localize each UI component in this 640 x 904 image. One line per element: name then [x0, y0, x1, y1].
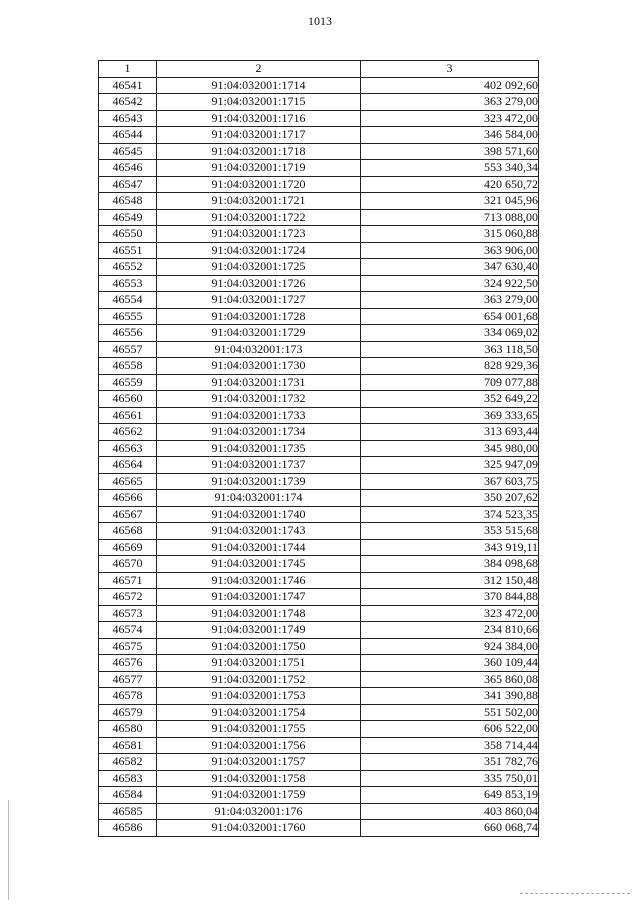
cadastral-value-cell: 398 571,60 — [361, 143, 539, 160]
cadastral-value-cell: 351 782,76 — [361, 754, 539, 771]
table-row — [99, 94, 539, 111]
cadastral-number-cell: 91:04:032001:1714 — [157, 77, 361, 94]
cadastral-number-cell: 91:04:032001:1730 — [157, 358, 361, 375]
cadastral-value-cell: 313 693,44 — [361, 424, 539, 441]
row-number-cell: 46569 — [99, 539, 157, 556]
table-row — [99, 242, 539, 259]
row-number-cell: 46555 — [99, 308, 157, 325]
column-header-1: 1 — [99, 61, 157, 78]
table-row — [99, 770, 539, 787]
row-number-cell: 46564 — [99, 457, 157, 474]
table-row — [99, 638, 539, 655]
cadastral-value-cell: 709 077,88 — [361, 374, 539, 391]
row-number-cell: 46566 — [99, 490, 157, 507]
cadastral-value-cell: 403 860,04 — [361, 803, 539, 820]
row-number-cell: 46584 — [99, 787, 157, 804]
table-row — [99, 275, 539, 292]
cadastral-value-cell: 347 630,40 — [361, 259, 539, 276]
row-number-cell: 46546 — [99, 160, 157, 177]
cadastral-number-cell: 91:04:032001:1724 — [157, 242, 361, 259]
table-row — [99, 160, 539, 177]
cadastral-number-cell: 91:04:032001:174 — [157, 490, 361, 507]
cadastral-value-cell: 363 118,50 — [361, 341, 539, 358]
cadastral-value-cell: 360 109,44 — [361, 655, 539, 672]
cadastral-number-cell: 91:04:032001:1739 — [157, 473, 361, 490]
row-number-cell: 46571 — [99, 572, 157, 589]
cadastral-value-cell: 353 515,68 — [361, 523, 539, 540]
cadastral-number-cell: 91:04:032001:1747 — [157, 589, 361, 606]
table-row — [99, 226, 539, 243]
cadastral-value-cell: 402 092,60 — [361, 77, 539, 94]
cadastral-value-cell: 346 584,00 — [361, 127, 539, 144]
cadastral-number-cell: 91:04:032001:1749 — [157, 622, 361, 639]
table-row — [99, 803, 539, 820]
cadastral-value-cell: 367 603,75 — [361, 473, 539, 490]
cadastral-number-cell: 91:04:032001:1718 — [157, 143, 361, 160]
cadastral-value-cell: 323 472,00 — [361, 110, 539, 127]
cadastral-value-cell: 553 340,34 — [361, 160, 539, 177]
cadastral-value-cell: 649 853,19 — [361, 787, 539, 804]
cadastral-number-cell: 91:04:032001:1734 — [157, 424, 361, 441]
cadastral-number-cell: 91:04:032001:1717 — [157, 127, 361, 144]
cadastral-value-cell: 325 947,09 — [361, 457, 539, 474]
cadastral-value-cell: 924 384,00 — [361, 638, 539, 655]
row-number-cell: 46576 — [99, 655, 157, 672]
cadastral-value-cell: 350 207,62 — [361, 490, 539, 507]
cadastral-value-cell: 334 069,02 — [361, 325, 539, 342]
cadastral-value-cell: 369 333,65 — [361, 407, 539, 424]
table-row — [99, 671, 539, 688]
row-number-cell: 46583 — [99, 770, 157, 787]
cadastral-number-cell: 91:04:032001:1753 — [157, 688, 361, 705]
cadastral-number-cell: 91:04:032001:1726 — [157, 275, 361, 292]
table-row — [99, 77, 539, 94]
table-row — [99, 209, 539, 226]
row-number-cell: 46542 — [99, 94, 157, 111]
table-row — [99, 374, 539, 391]
table-body — [99, 77, 539, 836]
cadastral-number-cell: 91:04:032001:1721 — [157, 193, 361, 210]
cadastral-number-cell: 91:04:032001:1754 — [157, 704, 361, 721]
row-number-cell: 46586 — [99, 820, 157, 837]
cadastral-number-cell: 91:04:032001:1758 — [157, 770, 361, 787]
table-row — [99, 704, 539, 721]
row-number-cell: 46570 — [99, 556, 157, 573]
table-row — [99, 622, 539, 639]
table-row — [99, 539, 539, 556]
cadastral-number-cell: 91:04:032001:1744 — [157, 539, 361, 556]
cadastral-number-cell: 91:04:032001:1727 — [157, 292, 361, 309]
cadastral-value-cell: 234 810,66 — [361, 622, 539, 639]
row-number-cell: 46551 — [99, 242, 157, 259]
row-number-cell: 46579 — [99, 704, 157, 721]
row-number-cell: 46572 — [99, 589, 157, 606]
cadastral-value-cell: 324 922,50 — [361, 275, 539, 292]
row-number-cell: 46562 — [99, 424, 157, 441]
cadastral-number-cell: 91:04:032001:1732 — [157, 391, 361, 408]
cadastral-number-cell: 91:04:032001:1716 — [157, 110, 361, 127]
row-number-cell: 46577 — [99, 671, 157, 688]
row-number-cell: 46558 — [99, 358, 157, 375]
cadastral-number-cell: 91:04:032001:1728 — [157, 308, 361, 325]
cadastral-number-cell: 91:04:032001:1740 — [157, 506, 361, 523]
table-row — [99, 820, 539, 837]
table-row — [99, 655, 539, 672]
page-number: 1013 — [308, 14, 332, 28]
cadastral-number-cell: 91:04:032001:1715 — [157, 94, 361, 111]
cadastral-number-cell: 91:04:032001:1755 — [157, 721, 361, 738]
row-number-cell: 46578 — [99, 688, 157, 705]
table-row — [99, 259, 539, 276]
row-number-cell: 46575 — [99, 638, 157, 655]
table-row — [99, 440, 539, 457]
row-number-cell: 46548 — [99, 193, 157, 210]
table-row — [99, 292, 539, 309]
cadastral-value-cell: 341 390,88 — [361, 688, 539, 705]
cadastral-value-cell: 352 649,22 — [361, 391, 539, 408]
cadastral-value-cell: 363 279,00 — [361, 292, 539, 309]
cadastral-number-cell: 91:04:032001:1729 — [157, 325, 361, 342]
cadastral-value-table — [98, 60, 539, 837]
table-header-row — [99, 61, 539, 78]
cadastral-value-cell: 551 502,00 — [361, 704, 539, 721]
row-number-cell: 46585 — [99, 803, 157, 820]
cadastral-value-cell: 323 472,00 — [361, 605, 539, 622]
table-row — [99, 457, 539, 474]
row-number-cell: 46573 — [99, 605, 157, 622]
cadastral-number-cell: 91:04:032001:1760 — [157, 820, 361, 837]
row-number-cell: 46553 — [99, 275, 157, 292]
cadastral-number-cell: 91:04:032001:1719 — [157, 160, 361, 177]
cadastral-number-cell: 91:04:032001:1746 — [157, 572, 361, 589]
cadastral-value-cell: 358 714,44 — [361, 737, 539, 754]
cadastral-value-cell: 335 750,01 — [361, 770, 539, 787]
row-number-cell: 46559 — [99, 374, 157, 391]
row-number-cell: 46581 — [99, 737, 157, 754]
cadastral-value-cell: 384 098,68 — [361, 556, 539, 573]
table-row — [99, 523, 539, 540]
row-number-cell: 46567 — [99, 506, 157, 523]
row-number-cell: 46561 — [99, 407, 157, 424]
table-row — [99, 787, 539, 804]
cadastral-value-cell: 363 906,00 — [361, 242, 539, 259]
row-number-cell: 46554 — [99, 292, 157, 309]
cadastral-number-cell: 91:04:032001:1735 — [157, 440, 361, 457]
table-row — [99, 688, 539, 705]
cadastral-number-cell: 91:04:032001:1751 — [157, 655, 361, 672]
table-row — [99, 424, 539, 441]
footer-rule — [520, 893, 630, 894]
cadastral-value-cell: 365 860,08 — [361, 671, 539, 688]
row-number-cell: 46543 — [99, 110, 157, 127]
table-row — [99, 473, 539, 490]
cadastral-value-cell: 370 844,88 — [361, 589, 539, 606]
row-number-cell: 46552 — [99, 259, 157, 276]
row-number-cell: 46545 — [99, 143, 157, 160]
table-row — [99, 341, 539, 358]
row-number-cell: 46547 — [99, 176, 157, 193]
cadastral-number-cell: 91:04:032001:1722 — [157, 209, 361, 226]
cadastral-value-cell: 321 045,96 — [361, 193, 539, 210]
row-number-cell: 46549 — [99, 209, 157, 226]
table-row — [99, 407, 539, 424]
cadastral-value-cell: 374 523,35 — [361, 506, 539, 523]
column-header-2: 2 — [157, 61, 361, 78]
cadastral-value-cell: 654 001,68 — [361, 308, 539, 325]
column-header-3: 3 — [361, 61, 539, 78]
table-row — [99, 143, 539, 160]
cadastral-value-cell: 606 522,00 — [361, 721, 539, 738]
table-row — [99, 391, 539, 408]
row-number-cell: 46550 — [99, 226, 157, 243]
table-header — [99, 61, 539, 78]
row-number-cell: 46582 — [99, 754, 157, 771]
cadastral-value-cell: 345 980,00 — [361, 440, 539, 457]
row-number-cell: 46574 — [99, 622, 157, 639]
table-row — [99, 127, 539, 144]
row-number-cell: 46565 — [99, 473, 157, 490]
cadastral-value-cell: 420 650,72 — [361, 176, 539, 193]
row-number-cell: 46580 — [99, 721, 157, 738]
cadastral-number-cell: 91:04:032001:1745 — [157, 556, 361, 573]
cadastral-number-cell: 91:04:032001:1748 — [157, 605, 361, 622]
table-row — [99, 506, 539, 523]
cadastral-number-cell: 91:04:032001:1757 — [157, 754, 361, 771]
cadastral-number-cell: 91:04:032001:176 — [157, 803, 361, 820]
cadastral-number-cell: 91:04:032001:1752 — [157, 671, 361, 688]
table-row — [99, 490, 539, 507]
table-row — [99, 308, 539, 325]
cadastral-number-cell: 91:04:032001:1725 — [157, 259, 361, 276]
table-row — [99, 193, 539, 210]
scan-margin-line — [8, 800, 9, 900]
row-number-cell: 46568 — [99, 523, 157, 540]
table-row — [99, 737, 539, 754]
table-row — [99, 572, 539, 589]
table-row — [99, 110, 539, 127]
cadastral-number-cell: 91:04:032001:1733 — [157, 407, 361, 424]
table-row — [99, 721, 539, 738]
table-row — [99, 589, 539, 606]
row-number-cell: 46560 — [99, 391, 157, 408]
table-row — [99, 605, 539, 622]
cadastral-value-cell: 828 929,36 — [361, 358, 539, 375]
cadastral-number-cell: 91:04:032001:1756 — [157, 737, 361, 754]
table-row — [99, 325, 539, 342]
table-row — [99, 556, 539, 573]
cadastral-number-cell: 91:04:032001:1759 — [157, 787, 361, 804]
row-number-cell: 46557 — [99, 341, 157, 358]
cadastral-value-cell: 343 919,11 — [361, 539, 539, 556]
cadastral-number-cell: 91:04:032001:1743 — [157, 523, 361, 540]
cadastral-value-cell: 312 150,48 — [361, 572, 539, 589]
row-number-cell: 46563 — [99, 440, 157, 457]
row-number-cell: 46544 — [99, 127, 157, 144]
cadastral-number-cell: 91:04:032001:1737 — [157, 457, 361, 474]
cadastral-number-cell: 91:04:032001:1720 — [157, 176, 361, 193]
table-row — [99, 176, 539, 193]
table-row — [99, 754, 539, 771]
cadastral-value-cell: 660 068,74 — [361, 820, 539, 837]
cadastral-number-cell: 91:04:032001:1750 — [157, 638, 361, 655]
cadastral-value-cell: 713 088,00 — [361, 209, 539, 226]
row-number-cell: 46541 — [99, 77, 157, 94]
table-row — [99, 358, 539, 375]
cadastral-number-cell: 91:04:032001:173 — [157, 341, 361, 358]
cadastral-number-cell: 91:04:032001:1723 — [157, 226, 361, 243]
cadastral-value-cell: 315 060,88 — [361, 226, 539, 243]
row-number-cell: 46556 — [99, 325, 157, 342]
cadastral-number-cell: 91:04:032001:1731 — [157, 374, 361, 391]
cadastral-value-cell: 363 279,00 — [361, 94, 539, 111]
